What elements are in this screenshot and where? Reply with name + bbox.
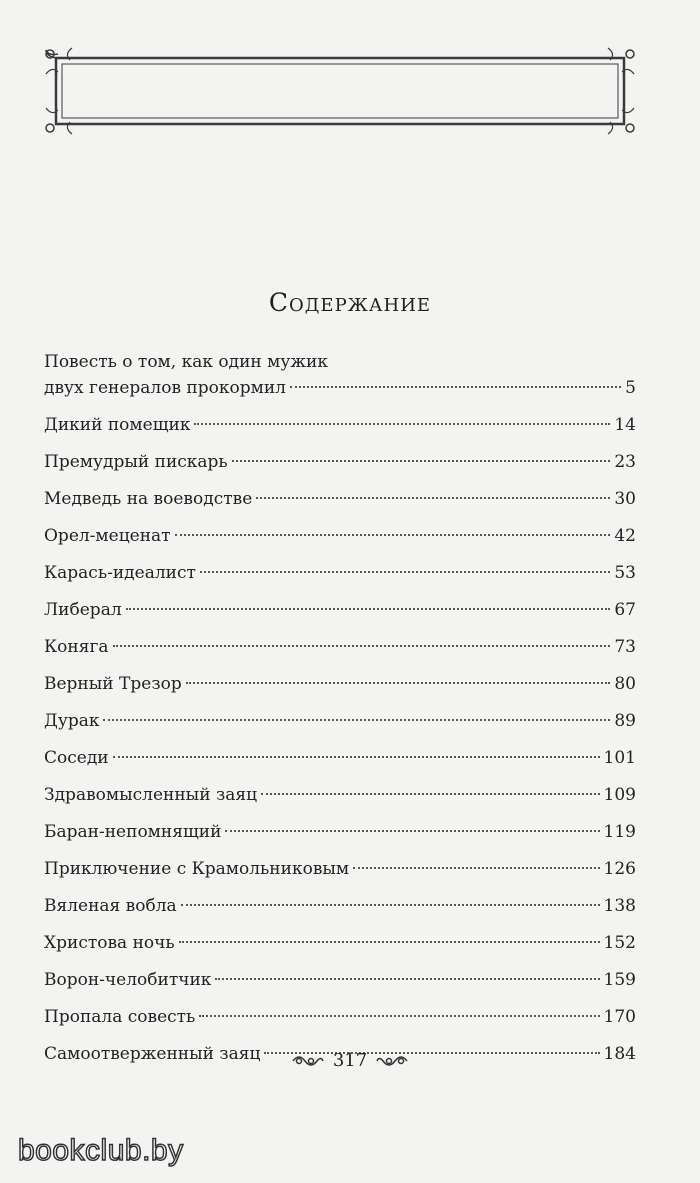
toc-entry-title: Пропала совесть: [44, 1007, 196, 1027]
toc-entry-title: двух генералов прокормил: [44, 378, 286, 398]
toc-entry-title: Приключение с Крамольниковым: [44, 859, 350, 879]
toc-entry-page: 5: [625, 378, 636, 398]
dot-leader: [194, 423, 610, 425]
toc-entry[interactable]: [44, 523, 636, 549]
dot-leader: [261, 793, 600, 795]
toc-entry-page: 30: [614, 489, 636, 509]
toc-entry-title: Здравомысленный заяц: [44, 785, 258, 805]
toc-entry-page: 42: [614, 526, 636, 546]
dot-leader: [215, 978, 599, 980]
table-of-contents: [44, 350, 636, 1078]
dot-leader: [256, 497, 610, 499]
page-footer: [0, 1050, 700, 1071]
toc-entry-title: Баран-непомнящий: [44, 822, 222, 842]
dot-leader: [179, 941, 600, 943]
toc-entry-title: Дурак: [44, 711, 100, 731]
toc-entry-page: 14: [614, 415, 636, 435]
toc-entry-title: Ворон-челобитчик: [44, 970, 212, 990]
toc-entry-page: 23: [614, 452, 636, 472]
dot-leader: [199, 1015, 599, 1017]
toc-entry-page: 138: [603, 896, 636, 916]
watermark: bookclub.by: [18, 1134, 184, 1167]
toc-entry-title: Христова ночь: [44, 933, 175, 953]
dot-leader: [353, 867, 599, 869]
toc-entry-title: Либерал: [44, 600, 122, 620]
toc-entry-title: Соседи: [44, 748, 109, 768]
toc-entry-page: 170: [603, 1007, 636, 1027]
toc-entry-title: Вяленая вобла: [44, 896, 177, 916]
toc-entry[interactable]: [44, 856, 636, 882]
toc-entry[interactable]: [44, 634, 636, 660]
toc-entry-page: 159: [603, 970, 636, 990]
toc-entry-title: Самоотверженный заяц: [44, 1044, 261, 1064]
dot-leader: [113, 756, 600, 758]
toc-entry-page: 53: [614, 563, 636, 583]
toc-entry-title: Коняга: [44, 637, 109, 657]
toc-entry-title: Верный Трезор: [44, 674, 182, 694]
toc-entry[interactable]: [44, 597, 636, 623]
toc-entry[interactable]: [44, 1004, 636, 1030]
dot-leader: [200, 571, 610, 573]
toc-entry-page: 89: [614, 711, 636, 731]
page-title: Содержание: [268, 288, 432, 317]
toc-entry[interactable]: [44, 819, 636, 845]
page-number: 317: [332, 1050, 368, 1071]
toc-entry-title: Медведь на воеводстве: [44, 489, 253, 509]
dot-leader: [113, 645, 611, 647]
toc-entry-page: 126: [603, 859, 636, 879]
toc-entry[interactable]: [44, 967, 636, 993]
right-ornament-icon: [375, 1052, 409, 1070]
toc-entry-title: Дикий помещик: [44, 415, 191, 435]
dot-leader: [225, 830, 599, 832]
dot-leader: [126, 608, 611, 610]
toc-entry[interactable]: [44, 350, 636, 401]
toc-entry[interactable]: [44, 449, 636, 475]
toc-entry[interactable]: [44, 560, 636, 586]
toc-entry[interactable]: [44, 782, 636, 808]
toc-entry[interactable]: [44, 671, 636, 697]
dot-leader: [232, 460, 611, 462]
toc-entry-page: 101: [603, 748, 636, 768]
toc-entry[interactable]: [44, 745, 636, 771]
toc-entry[interactable]: [44, 930, 636, 956]
toc-entry[interactable]: [44, 893, 636, 919]
left-ornament-icon: [291, 1052, 325, 1070]
toc-entry-title-line1: Повесть о том, как один мужик: [44, 352, 328, 372]
dot-leader: [175, 534, 611, 536]
toc-entry-page: 119: [603, 822, 636, 842]
dot-leader: [103, 719, 610, 721]
ornament-frame-icon: [42, 44, 638, 138]
toc-entry-page: 152: [603, 933, 636, 953]
dot-leader: [186, 682, 611, 684]
toc-entry-title: Премудрый пискарь: [44, 452, 228, 472]
toc-entry[interactable]: [44, 708, 636, 734]
toc-entry[interactable]: [44, 412, 636, 438]
toc-entry[interactable]: [44, 486, 636, 512]
toc-entry-page: 73: [614, 637, 636, 657]
toc-entry-page: 184: [603, 1044, 636, 1064]
toc-entry-page: 80: [614, 674, 636, 694]
dot-leader: [181, 904, 600, 906]
dot-leader: [290, 386, 621, 388]
toc-entry-page: 109: [603, 785, 636, 805]
decorative-header-frame: [42, 44, 638, 138]
toc-entry-title: Орел-меценат: [44, 526, 171, 546]
toc-entry-title: Карась-идеалист: [44, 563, 196, 583]
toc-entry-page: 67: [614, 600, 636, 620]
